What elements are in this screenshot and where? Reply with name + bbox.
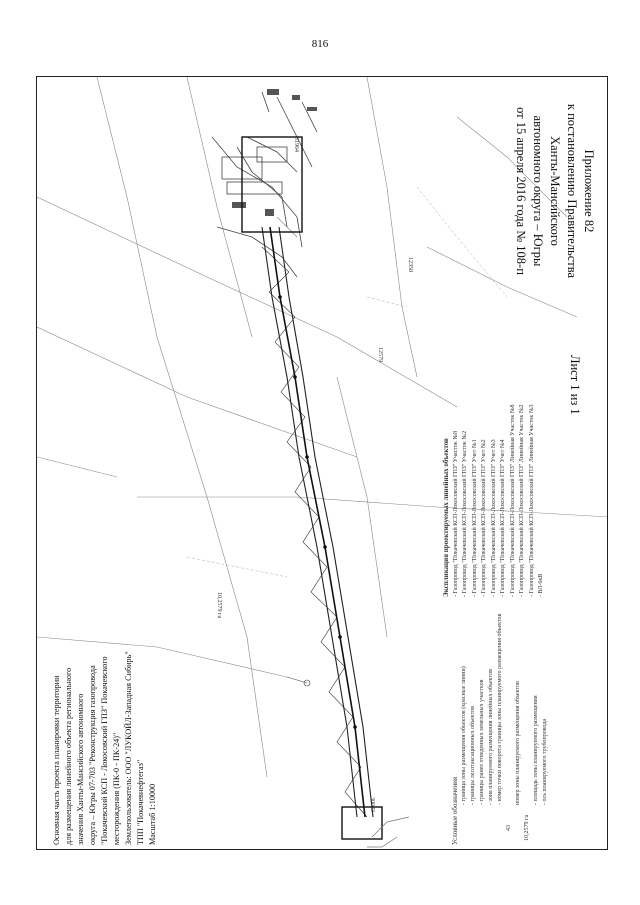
- legend-item: - номер точки поворота границы зоны планируемого размещения объектов: [497, 613, 503, 805]
- title-line: Основная часть проекта планировки территории: [52, 675, 61, 845]
- map-label-zone-area: 10,2579 га: [216, 592, 222, 619]
- map-label-parcel-b: 30033: [369, 797, 375, 812]
- explication-item: - Газопровод "Покачевский КСП-Локосовский ГПЗ" Линейная Участок №3: [528, 404, 535, 597]
- title-line: для размещения линейного объекта регионального: [64, 667, 73, 845]
- explication-item: - Газопровод "Покачевский КСП-Локосовский ГПЗ" Участок №2: [462, 430, 468, 597]
- legend-item: номер зоны планируемого размещения объектов: [515, 681, 521, 805]
- explication-item: - ВЛ-6кВ: [538, 573, 544, 597]
- title-line: Землепользователь: ООО "ЛУКОЙЛ-Западная Сибирь": [124, 651, 133, 845]
- appendix-line: к постановлению Правительства: [565, 103, 579, 279]
- explication-item: - Газопровод "Покачевский КСП-Локосовский ГПЗ" Участок №8: [452, 430, 459, 597]
- explication-item: - Газопровод "Покачевский КСП-Локосовский ГПЗ" Линейная Участок №8: [509, 404, 516, 597]
- map-label-parcel-a: 31964: [293, 137, 299, 152]
- explication-title: Экспликация проектируемых линейных объектов: [442, 438, 450, 597]
- legend-item: - площадь зоны планируемого размещения: [533, 695, 539, 805]
- legend-item: - ось планируемого трубопровода: [542, 718, 548, 805]
- title-line: "Покачевский КСП - Локосовский ГПЗ" Покачевского: [100, 656, 109, 845]
- legend-item: - границы ранее отведенных земельных участков: [479, 679, 485, 805]
- appendix-line: от 15 апреля 2016 года № 108-п: [514, 107, 528, 275]
- legend-item: - граница зоны размещения объектов (красные линии): [461, 666, 467, 805]
- explication-item: - Газопровод "Покачевский КСП-Локосовский ГПЗ" Учет №2: [481, 439, 487, 597]
- legend-title: Условные обозначения: [451, 776, 459, 845]
- legend-item: - границы лесотаксационных объектов: [470, 706, 476, 805]
- map-label-parcel-d: 12579: [377, 347, 383, 362]
- title-line: округа – Югры 07-703 "Реконструкция газопровода: [88, 665, 97, 845]
- title-line: месторождения (ПК-0 - ПК-24)": [112, 732, 121, 845]
- map-label-parcel-c: 12350: [407, 257, 413, 272]
- explication-item: - Газопровод "Покачевский КСП-Локосовский ГПЗ" Учет №3: [490, 439, 497, 597]
- explication: [442, 404, 547, 597]
- sheet-label: Лист 1 из 1: [568, 355, 582, 415]
- explication-item: - Газопровод "Покачевский КСП-Локосовский ГПЗ" Учет №4: [500, 439, 506, 597]
- title-line: Масштаб 1:10000: [148, 783, 157, 845]
- legend-point-label: 43: [506, 825, 512, 831]
- appendix-heading: [512, 91, 597, 291]
- appendix-line: автономного округа – Югры: [531, 115, 545, 267]
- page-number: 816: [311, 38, 329, 50]
- explication-item: - Газопровод "Покачевский КСП-Локосовский ГПЗ" Учет №1: [471, 439, 478, 597]
- map-sheet: [36, 76, 608, 850]
- title-line: ТПП "Покачевнефтегаз": [136, 759, 145, 845]
- legend-item: - зона планируемого размещения линейных объектов: [488, 669, 494, 805]
- legend: [451, 614, 550, 845]
- appendix-line: Ханты-Мансийского: [548, 136, 562, 246]
- appendix-line: Приложение 82: [582, 149, 596, 233]
- title-line: значения Ханты-Мансийского автономного: [76, 693, 85, 845]
- title-block: [51, 651, 159, 845]
- legend-zone-label: 10,2579 га: [524, 814, 530, 841]
- explication-item: - Газопровод "Покачевский КСП-Локосовский ГПЗ" Линейная Участок №2: [519, 404, 525, 597]
